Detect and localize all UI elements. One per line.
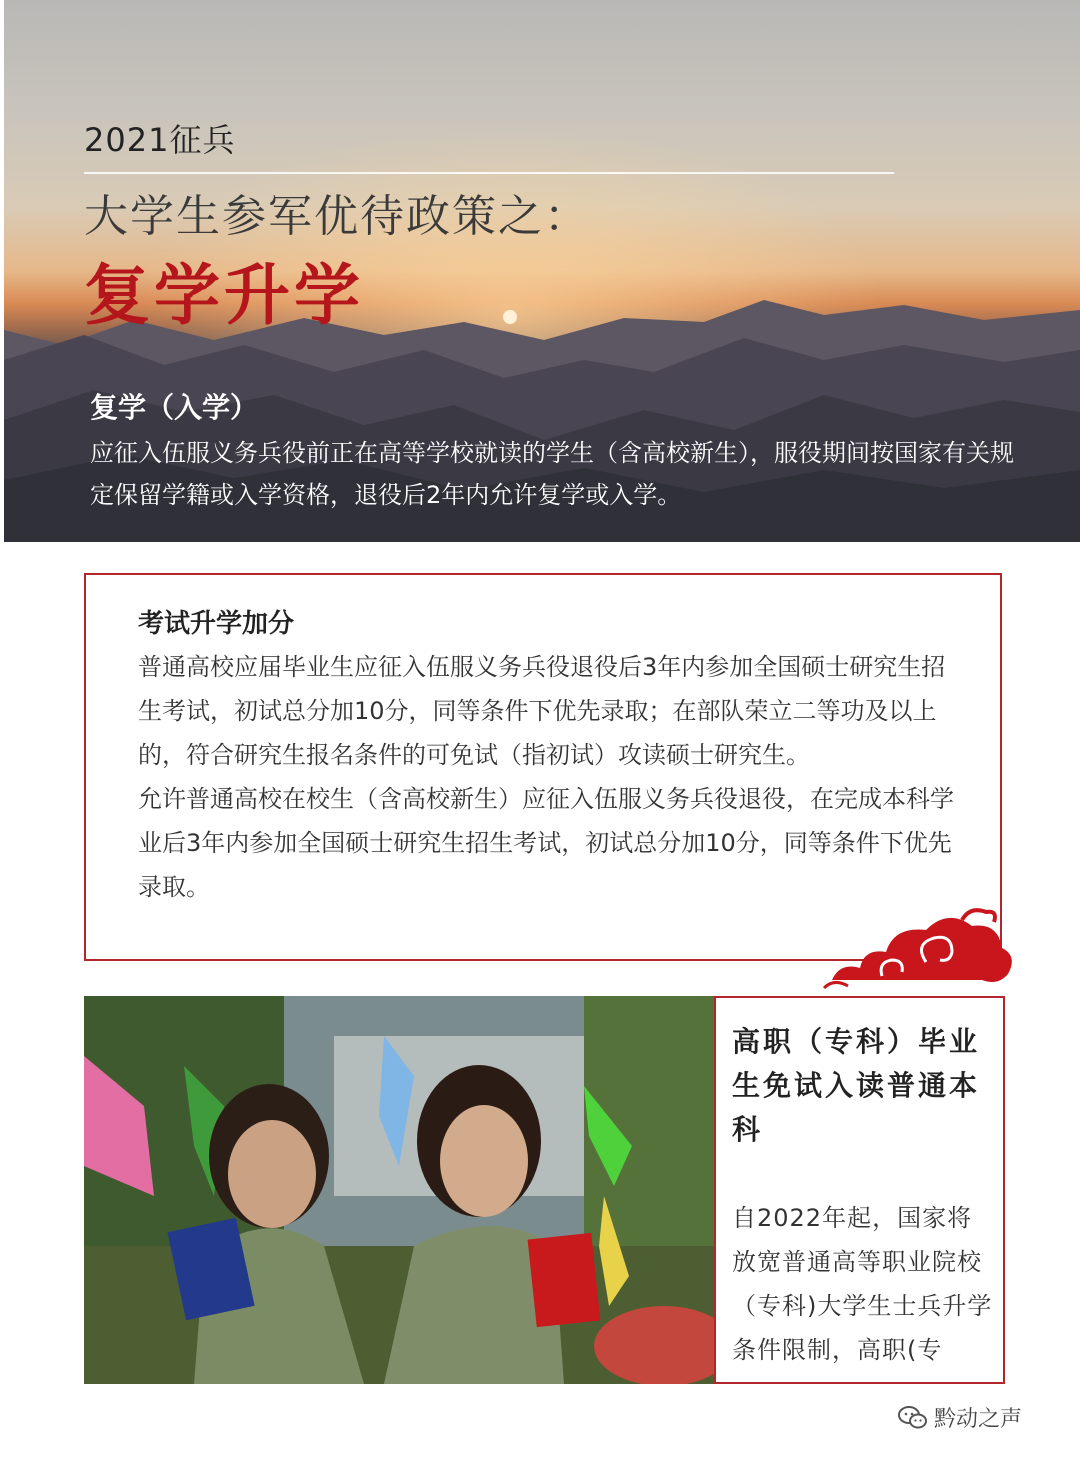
- auspicious-cloud-decoration: [822, 900, 1017, 995]
- exam-bonus-body: [138, 645, 958, 909]
- wechat-account-brand: [898, 1402, 1022, 1433]
- vocational-upgrade-heading: 高职（专科）毕业生免试入读普通本科: [732, 1025, 981, 1146]
- vocational-upgrade-box: [714, 996, 1005, 1384]
- page-title: 复学升学: [84, 256, 364, 334]
- soldiers-photo: [84, 996, 714, 1384]
- exam-bonus-heading: 考试升学加分: [138, 609, 295, 639]
- resume-study-heading: 复学（入学）: [90, 391, 259, 424]
- wechat-icon: [898, 1405, 928, 1431]
- exam-bonus-paragraph: 允许普通高校在校生（含高校新生）应征入伍服义务兵役退役，在完成本科学业后3年内参加全国硕士研究生招生考试，初试总分加10分，同等条件下优先录取。: [138, 785, 954, 901]
- hero-banner: [4, 0, 1080, 542]
- vocational-upgrade-body: 自2022年起，国家将放宽普通高等职业院校（专科)大学生士兵升学条件限制，高职(专: [732, 1204, 993, 1364]
- two-female-soldiers-image: [84, 996, 714, 1384]
- hero-heading: 大学生参军优待政策之：: [84, 191, 590, 242]
- hero-year-label: 2021征兵: [84, 121, 236, 159]
- wechat-account-name: 黔动之声: [934, 1407, 1023, 1432]
- hero-divider: [84, 172, 894, 174]
- exam-bonus-paragraph: 普通高校应届毕业生应征入伍服义务兵役退役后3年内参加全国硕士研究生招生考试，初试总分加10分，同等条件下优先录取；在部队荣立二等功及以上的，符合研究生报名条件的可免试（指初试）攻读硕士研究生。: [138, 653, 946, 769]
- resume-study-body: 应征入伍服义务兵役前正在高等学校就读的学生（含高校新生），服役期间按国家有关规定保留学籍或入学资格，退役后2年内允许复学或入学。: [90, 439, 1014, 509]
